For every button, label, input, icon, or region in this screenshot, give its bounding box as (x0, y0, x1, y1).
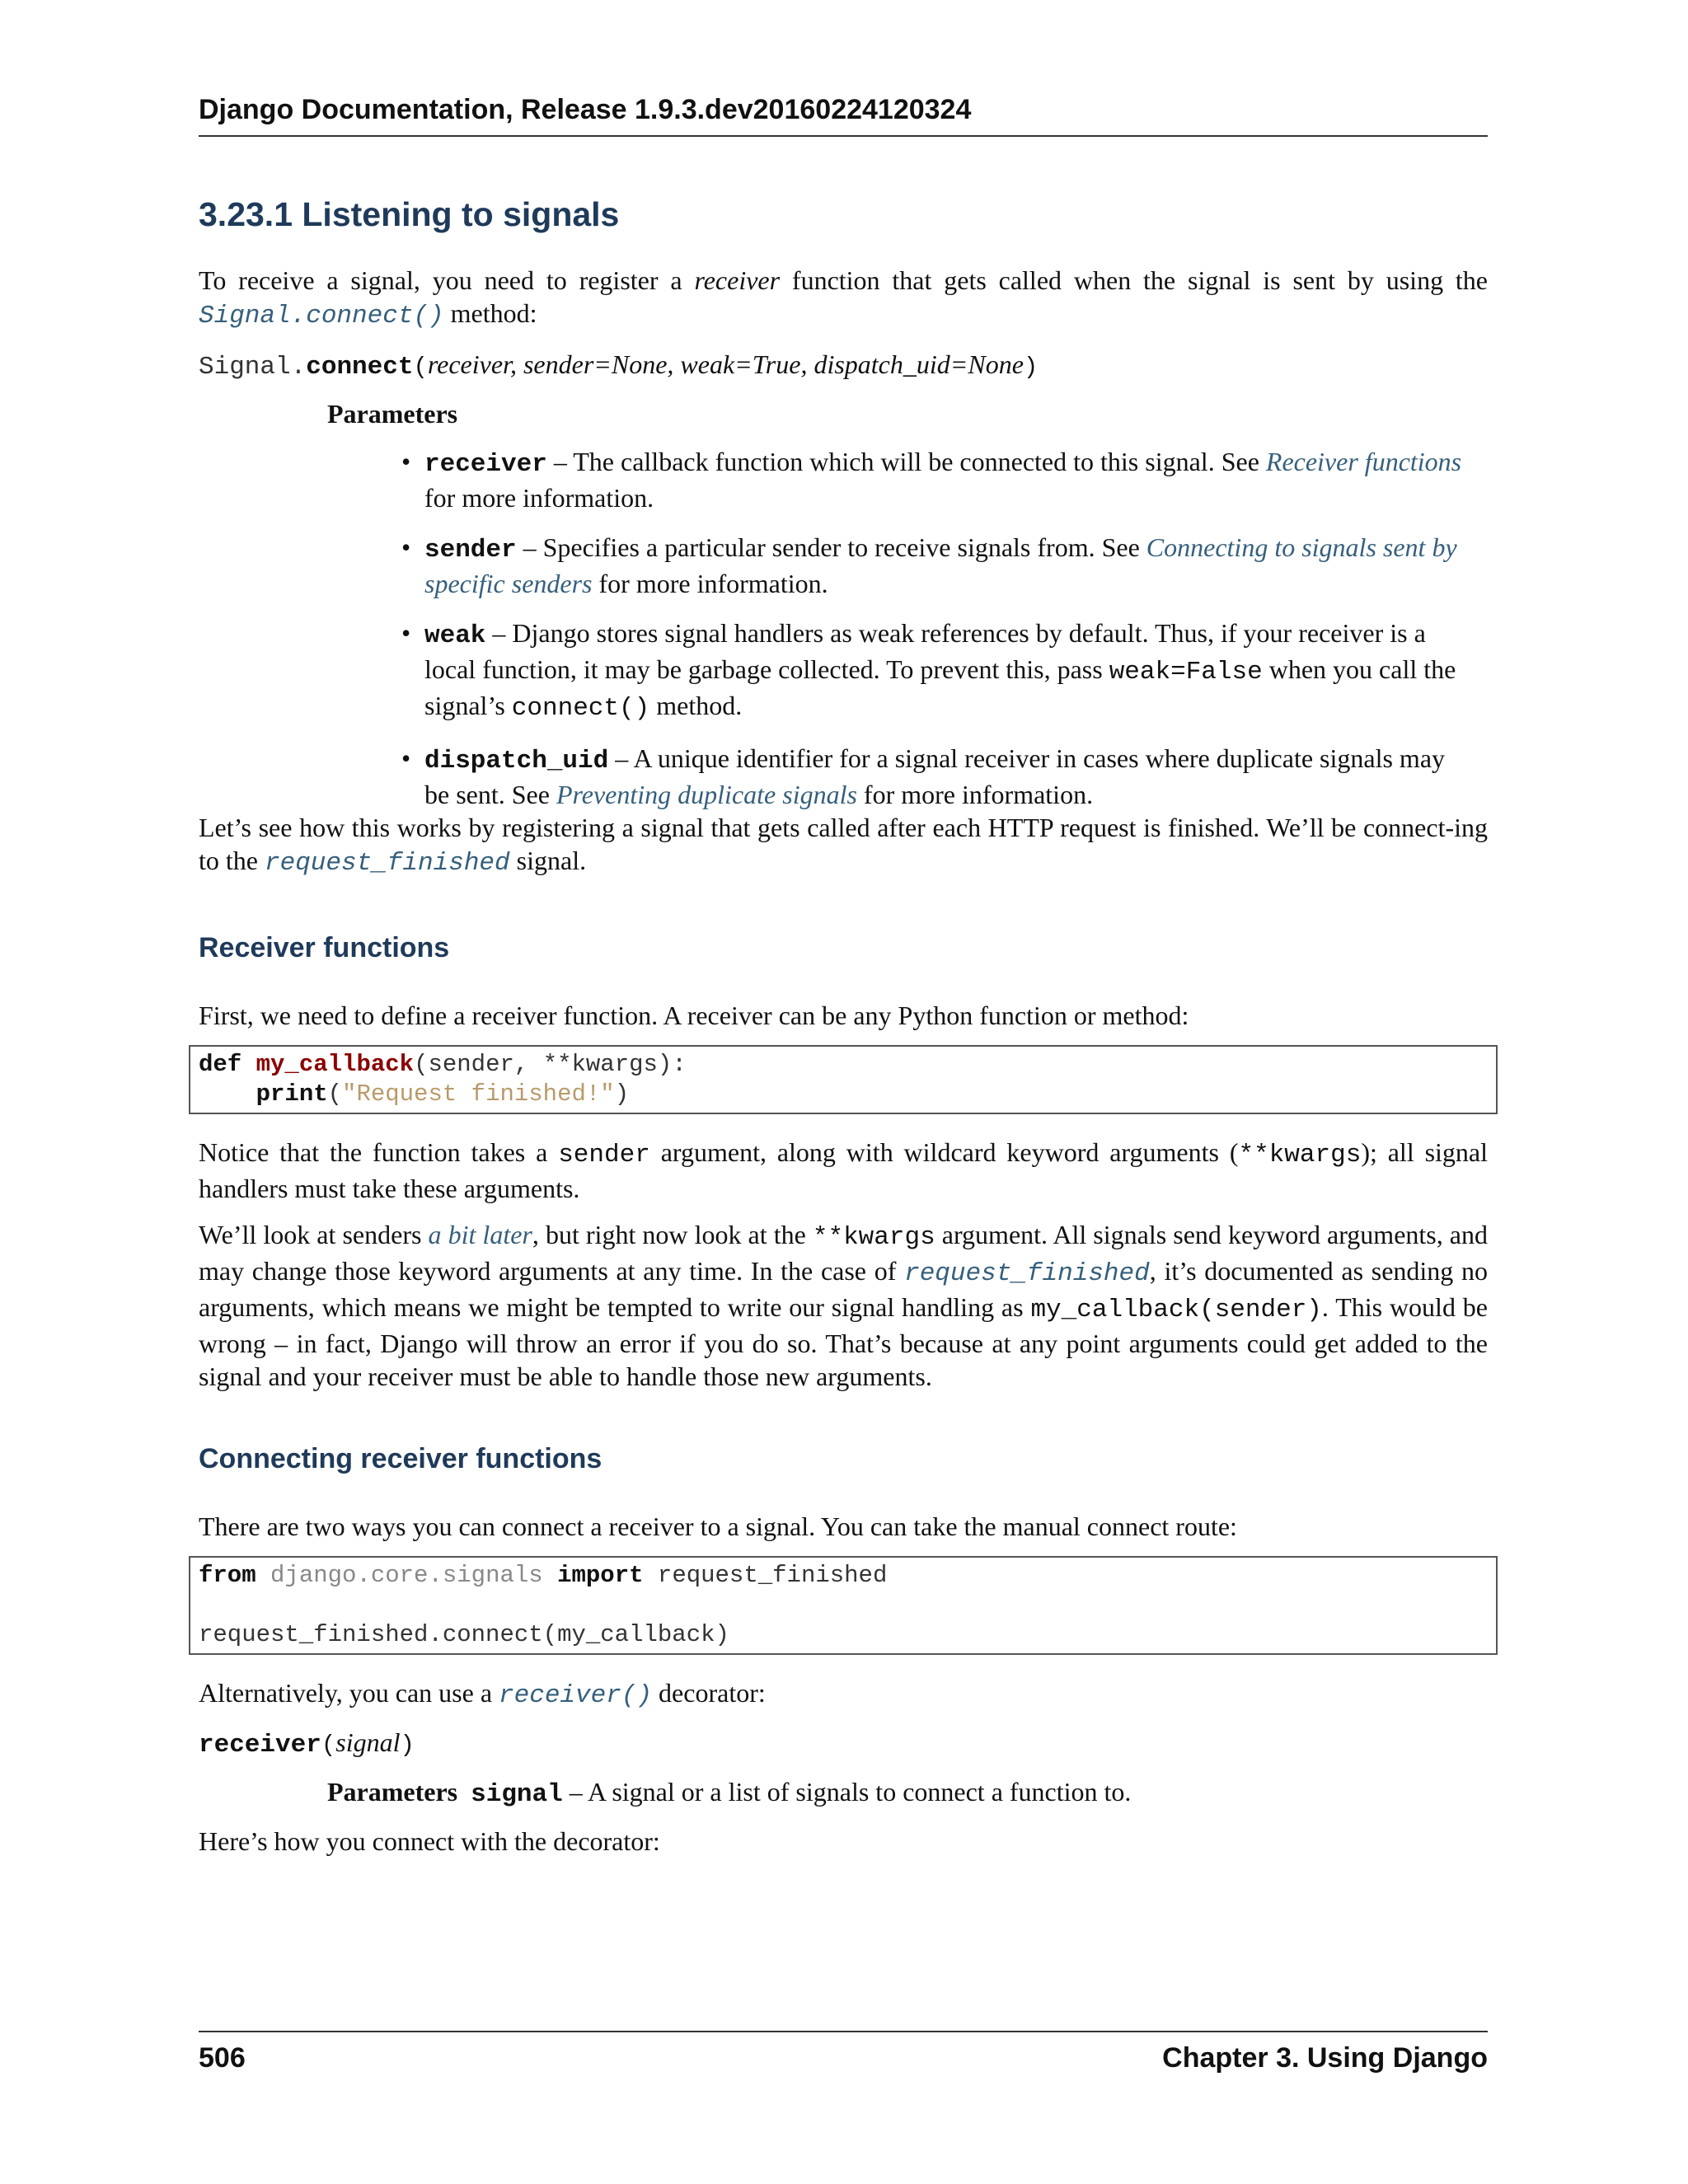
text: Let’s see how this works by registering a signal that gets called after each HTTP request is finished. We’ll be connect-ing to the (199, 813, 1488, 875)
text: . This would be wrong – in fact, Django will throw an error if you do so. That’s because at any point arguments could get added to the signal and your receiver must be able to handle those new arguments. (199, 1292, 1489, 1391)
notice-paragraph (199, 1136, 1488, 1205)
param-dispatch-uid (401, 742, 1465, 811)
code-block-callback (189, 1045, 1498, 1114)
code-text: request_finished.connect(my_callback) (199, 1621, 729, 1648)
paren: ) (1023, 354, 1039, 381)
param-sender (401, 531, 1465, 600)
sig-name: receiver (199, 1731, 321, 1760)
connecting-heading: Connecting receiver functions (199, 1443, 603, 1474)
specific-senders-link[interactable]: Connecting to signals sent by specific senders (424, 532, 1457, 598)
text: Alternatively, you can use a (199, 1678, 499, 1708)
inline-code: connect() (511, 694, 650, 723)
parameters-list (401, 445, 1465, 827)
code-text: ) (614, 1080, 630, 1108)
text: method: (443, 298, 537, 328)
sig-args: signal (335, 1727, 401, 1757)
heres-paragraph: Here’s how you connect with the decorator: (199, 1826, 660, 1856)
parameters-label: Parameters (327, 399, 458, 429)
inline-code: my_callback(sender) (1030, 1296, 1322, 1324)
text: , but right now look at the (532, 1220, 813, 1249)
code-keyword: def (199, 1051, 242, 1078)
parameters-label: Parameters (327, 1777, 458, 1807)
text: – Django stores signal handlers as weak references by default. Thus, if your receiver is a local function, it may be garbage collected. To prevent this, pass (424, 618, 1426, 684)
text: method. (649, 691, 743, 720)
text: Notice that the function takes a (199, 1137, 559, 1167)
running-footer (199, 2031, 1488, 2075)
running-header: Django Documentation, Release 1.9.3.dev20160224120324 (199, 92, 1488, 137)
request-finished-link[interactable]: request_finished (264, 849, 510, 878)
param-name: signal (471, 1780, 563, 1809)
paren: ( (413, 354, 428, 381)
receiver-decorator-link[interactable]: receiver() (499, 1681, 653, 1710)
inline-code: **kwargs (812, 1223, 935, 1252)
param-receiver (401, 445, 1465, 514)
sig-name: connect (306, 353, 414, 382)
paren: ) (400, 1732, 415, 1759)
param-name: dispatch_uid (424, 747, 609, 776)
code-module: django.core.signals (270, 1562, 543, 1589)
param-name: sender (424, 536, 517, 565)
code-indent (199, 1080, 256, 1108)
alternatively-paragraph (199, 1676, 1488, 1713)
text: decorator: (652, 1678, 766, 1708)
code-text: (sender, **kwargs): (414, 1051, 687, 1078)
inline-code: sender (558, 1141, 650, 1169)
text: We’ll look at senders (199, 1220, 429, 1249)
text: argument, along with wildcard keyword arguments ( (649, 1137, 1239, 1167)
sig-class: Signal. (199, 353, 307, 382)
receiver-functions-link[interactable]: Receiver functions (1265, 447, 1462, 476)
duplicate-signals-link[interactable]: Preventing duplicate signals (556, 780, 857, 809)
section-title: 3.23.1 Listening to signals (199, 195, 620, 233)
text: ); all signal handlers must take these arguments. (199, 1137, 1489, 1203)
text: – The callback function which will be connected to this signal. See (546, 447, 1266, 476)
connecting-intro: There are two ways you can connect a receiver to a signal. You can take the manual connect route: (199, 1511, 1237, 1541)
text: – A signal or a list of signals to connect a function to. (562, 1777, 1132, 1807)
chapter-title: Chapter 3. Using Django (1162, 2042, 1488, 2074)
receiver-parameters (327, 1775, 1131, 1811)
param-name: weak (424, 621, 486, 650)
code-keyword: import (557, 1562, 644, 1589)
code-text: ( (327, 1080, 343, 1108)
code-string: "Request finished!" (342, 1080, 615, 1108)
request-finished-link[interactable]: request_finished (904, 1259, 1150, 1288)
text: – Specifies a particular sender to receive signals from. See (516, 532, 1146, 562)
text: for more information. (592, 569, 828, 598)
text: for more information. (424, 483, 654, 513)
text: – A unique identifier for a signal receiver in cases where duplicate signals may be sent. See (424, 743, 1446, 809)
text: To receive a signal, you need to register a (199, 265, 695, 295)
receiver-functions-heading: Receiver functions (199, 932, 450, 963)
text: receiver (694, 265, 781, 295)
paren: ( (321, 1732, 336, 1759)
text: when you call the signal’s (424, 654, 1456, 720)
inline-code: **kwargs (1238, 1141, 1362, 1169)
text: , it’s documented as sending no arguments, which means we might be tempted to write our signal handling as (199, 1256, 1489, 1322)
text: function that gets called when the signal is sent by using the (780, 265, 1489, 295)
intro-paragraph (199, 264, 1488, 333)
receiver-signature (199, 1726, 1488, 1762)
code-text: request_finished (657, 1562, 888, 1589)
lets-see-paragraph (199, 811, 1488, 880)
page-number: 506 (199, 2042, 246, 2074)
text: signal. (509, 846, 587, 875)
code-keyword: from (199, 1562, 256, 1589)
signal-connect-signature (199, 348, 1488, 384)
inline-code: weak=False (1109, 658, 1263, 687)
a-bit-later-link[interactable]: a bit later (428, 1220, 532, 1249)
param-weak (401, 616, 1465, 725)
sig-args: receiver, sender=None, weak=True, dispatch_uid=None (427, 349, 1024, 379)
param-name: receiver (424, 450, 547, 479)
text: argument. All signals send keyword arguments, and may change those keyword arguments at any time. In the case of (199, 1220, 1489, 1286)
senders-paragraph (199, 1218, 1488, 1393)
code-keyword: print (256, 1080, 328, 1108)
receiver-intro: First, we need to define a receiver function. A receiver can be any Python function or method: (199, 1001, 1189, 1030)
text: for more information. (856, 780, 1094, 809)
signal-connect-link[interactable]: Signal.connect() (199, 302, 444, 330)
code-block-connect (189, 1556, 1498, 1655)
code-function-name: my_callback (256, 1051, 415, 1078)
